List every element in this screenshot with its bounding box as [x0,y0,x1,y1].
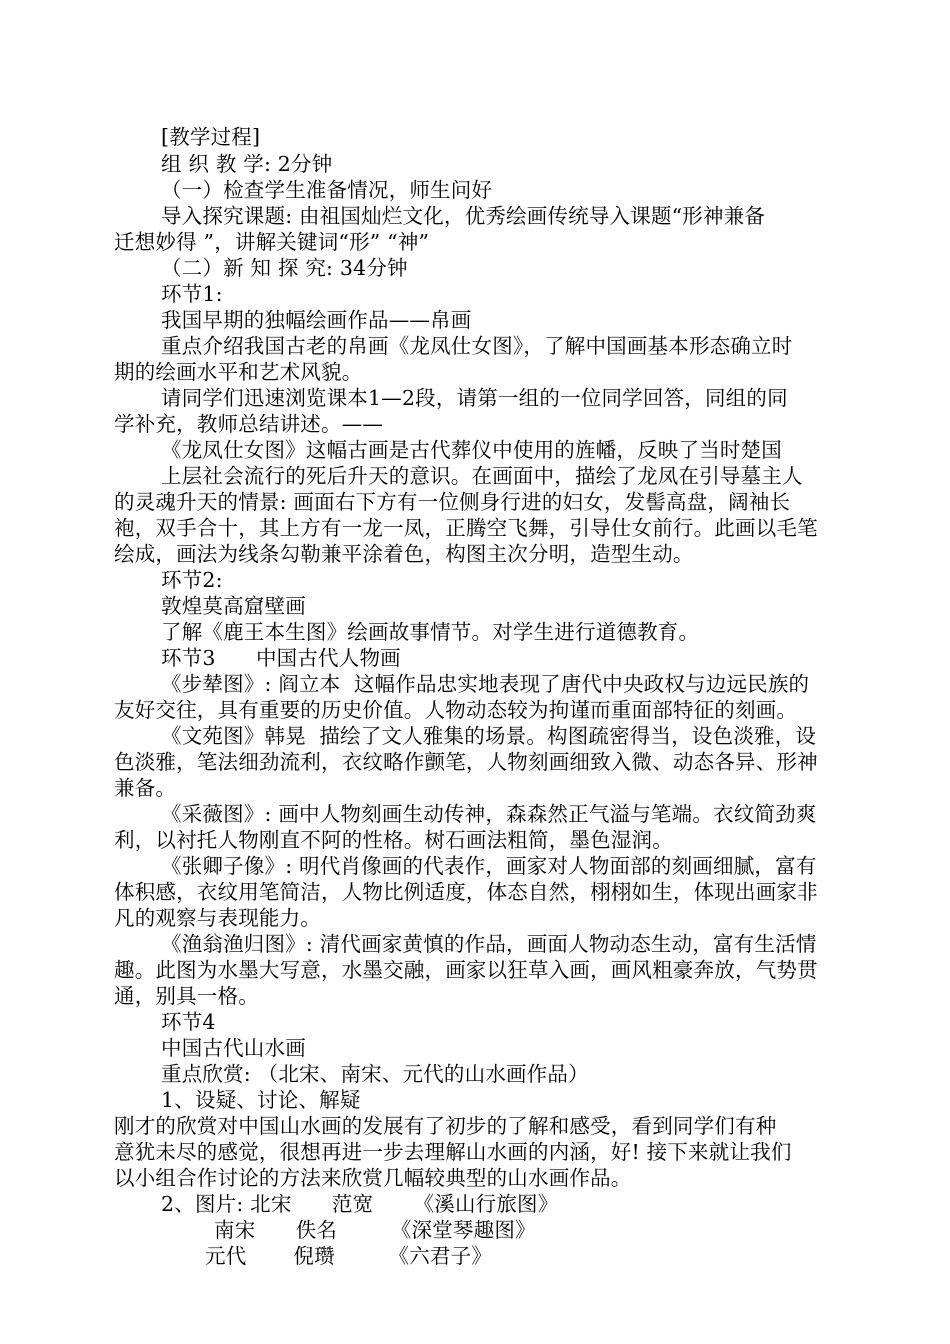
text-line: 元代 倪瓒 《六君子》 [205,1244,493,1268]
text-line: 《龙凤仕女图》这幅古画是古代葬仪中使用的旌幡，反映了当时楚国 [161,438,782,462]
text-line: 环节2: [161,568,223,592]
text-line: 迁想妙得 ”，讲解关键词“形” “神” [114,230,430,254]
text-line: 意犹未尽的感觉，很想再进一步去理解山水画的内涵，好! 接下来就让我们 [114,1140,792,1164]
text-line: 以小组合作讨论的方法来欣赏几幅较典型的山水画作品。 [114,1166,632,1190]
text-line: 刚才的欣赏对中国山水画的发展有了初步的了解和感受，看到同学们有种 [114,1114,777,1138]
section-heading: [教学过程] [161,125,261,149]
text-line: 上层社会流行的死后升天的意识。在画面中，描绘了龙凤在引导墓主人 [161,464,803,488]
text-line: 1、设疑、讨论、解疑 [161,1088,361,1112]
text-line: 体积感，衣纹用笔简洁，人物比例适度，体态自然，栩栩如生，体现出画家非 [114,880,818,904]
text-line: 南宋 佚名 《深堂琴趣图》 [214,1218,536,1242]
text-line: 《步辇图》: 阎立本 这幅作品忠实地表现了唐代中央政权与边远民族的 [161,672,810,696]
text-line: 趣。此图为水墨大写意，水墨交融，画家以狂草入画，画风粗豪奔放，气势贯 [114,958,818,982]
text-line: 《张卿子像》: 明代肖像画的代表作，画家对人物面部的刻画细腻，富有 [161,854,817,878]
text-line: 通，别具一格。 [114,984,259,1008]
text-line: 重点介绍我国古老的帛画《龙凤仕女图》，了解中国画基本形态确立时 [161,334,793,358]
text-line: 导入探究课题: 由祖国灿烂文化，优秀绘画传统导入课题“形神兼备 [161,204,766,228]
text-line: 请同学们迅速浏览课本1—2段，请第一组的一位同学回答，同组的同 [161,386,788,410]
text-line: 环节3 中国古代人物画 [161,646,401,670]
text-line: （一）检查学生准备情况，师生问好 [161,178,493,202]
text-line: 中国古代山水画 [161,1036,306,1060]
text-line: 环节4 [161,1010,216,1034]
text-line: 环节1: [161,282,223,306]
text-line: 了解《鹿王本生图》绘画故事情节。对学生进行道德教育。 [161,620,700,644]
text-line: 敦煌莫高窟壁画 [161,594,306,618]
text-line: 兼备。 [114,776,177,800]
text-line: 凡的观察与表现能力。 [114,906,321,930]
text-line: 《文苑图》韩晃 描绘了文人雅集的场景。构图疏密得当，设色淡雅，设 [161,724,817,748]
text-line: 色淡雅，笔法细劲流利，衣纹略作颤笔，人物刻画细致入微、动态各异、形神 [114,750,818,774]
text-line: 利，以衬托人物刚直不阿的性格。树石画法粗简，墨色湿润。 [114,828,673,852]
text-line: 重点欣赏: （北宋、南宋、元代的山水画作品） [161,1062,589,1086]
text-line: 2、图片: 北宋 范宽 《溪山行旅图》 [161,1192,559,1216]
text-line: 学补充，教师总结讲述。—— [114,412,384,436]
text-line: 绘成，画法为线条勾勒兼平涂着色，构图主次分明，造型生动。 [114,542,694,566]
text-line: 友好交往，具有重要的历史价值。人物动态较为拘谨而重面部特征的刻画。 [114,698,798,722]
text-line: 期的绘画水平和艺术风貌。 [114,360,363,384]
text-line: （二）新 知 探 究: 34分钟 [161,256,408,280]
text-line: 我国早期的独幅绘画作品——帛画 [161,308,472,332]
text-line: 《渔翁渔归图》: 清代画家黄慎的作品，画面人物动态生动，富有生活情 [161,932,817,956]
text-line: 的灵魂升天的情景: 画面右下方有一位侧身行进的妇女，发髻高盘，阔袖长 [114,490,791,514]
text-line: 《采薇图》: 画中人物刻画生动传神，森森然正气溢与笔端。衣纹简劲爽 [161,802,817,826]
text-line: 袍，双手合十，其上方有一龙一凤，正腾空飞舞，引导仕女前行。此画以毛笔 [114,516,818,540]
text-line: 组 织 教 学: 2分钟 [161,152,333,176]
